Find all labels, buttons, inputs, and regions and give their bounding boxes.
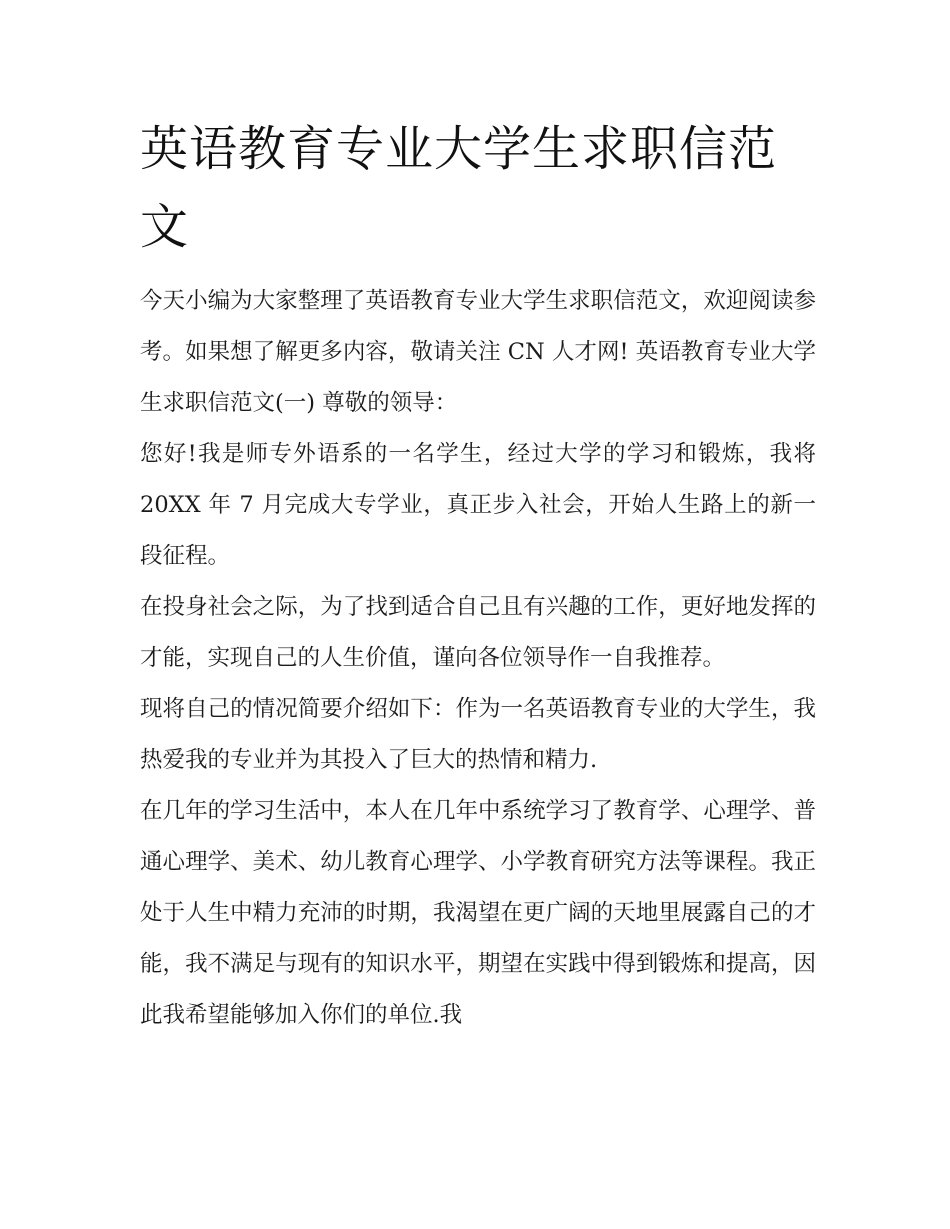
paragraph-self-intro: 现将自己的情况简要介绍如下：作为一名英语教育专业的大学生，我热爱我的专业并为其投入了巨大的热情和精力. (140, 696, 816, 773)
paragraph-purpose: 在投身社会之际，为了找到适合自己且有兴趣的工作，更好地发挥的才能，实现自己的人生价值，谨向各位领导作一自我推荐。 (140, 594, 816, 671)
paragraph-studies: 在几年的学习生活中，本人在几年中系统学习了教育学、心理学、普通心理学、美术、幼儿教育心理学、小学教育研究方法等课程。我正处于人生中精力充沛的时期，我渴望在更广阔的天地里展露自己的才能，我不满足与现有的知识水平，期望在实践中得到锻炼和提高，因此我希望能够加入你们的单位.我 (140, 798, 816, 1028)
document-title: 英语教育专业大学生求职信范文 (140, 121, 778, 255)
document-body (140, 276, 816, 1041)
paragraph-greeting: 您好!我是师专外语系的一名学生，经过大学的学习和锻炼，我将 20XX 年 7 月完成大专学业，真正步入社会，开始人生路上的新一段征程。 (140, 441, 816, 569)
paragraph-intro: 今天小编为大家整理了英语教育专业大学生求职信范文，欢迎阅读参考。如果想了解更多内容，敬请关注 CN 人才网! 英语教育专业大学生求职信范文(一) 尊敬的领导： (140, 288, 816, 416)
